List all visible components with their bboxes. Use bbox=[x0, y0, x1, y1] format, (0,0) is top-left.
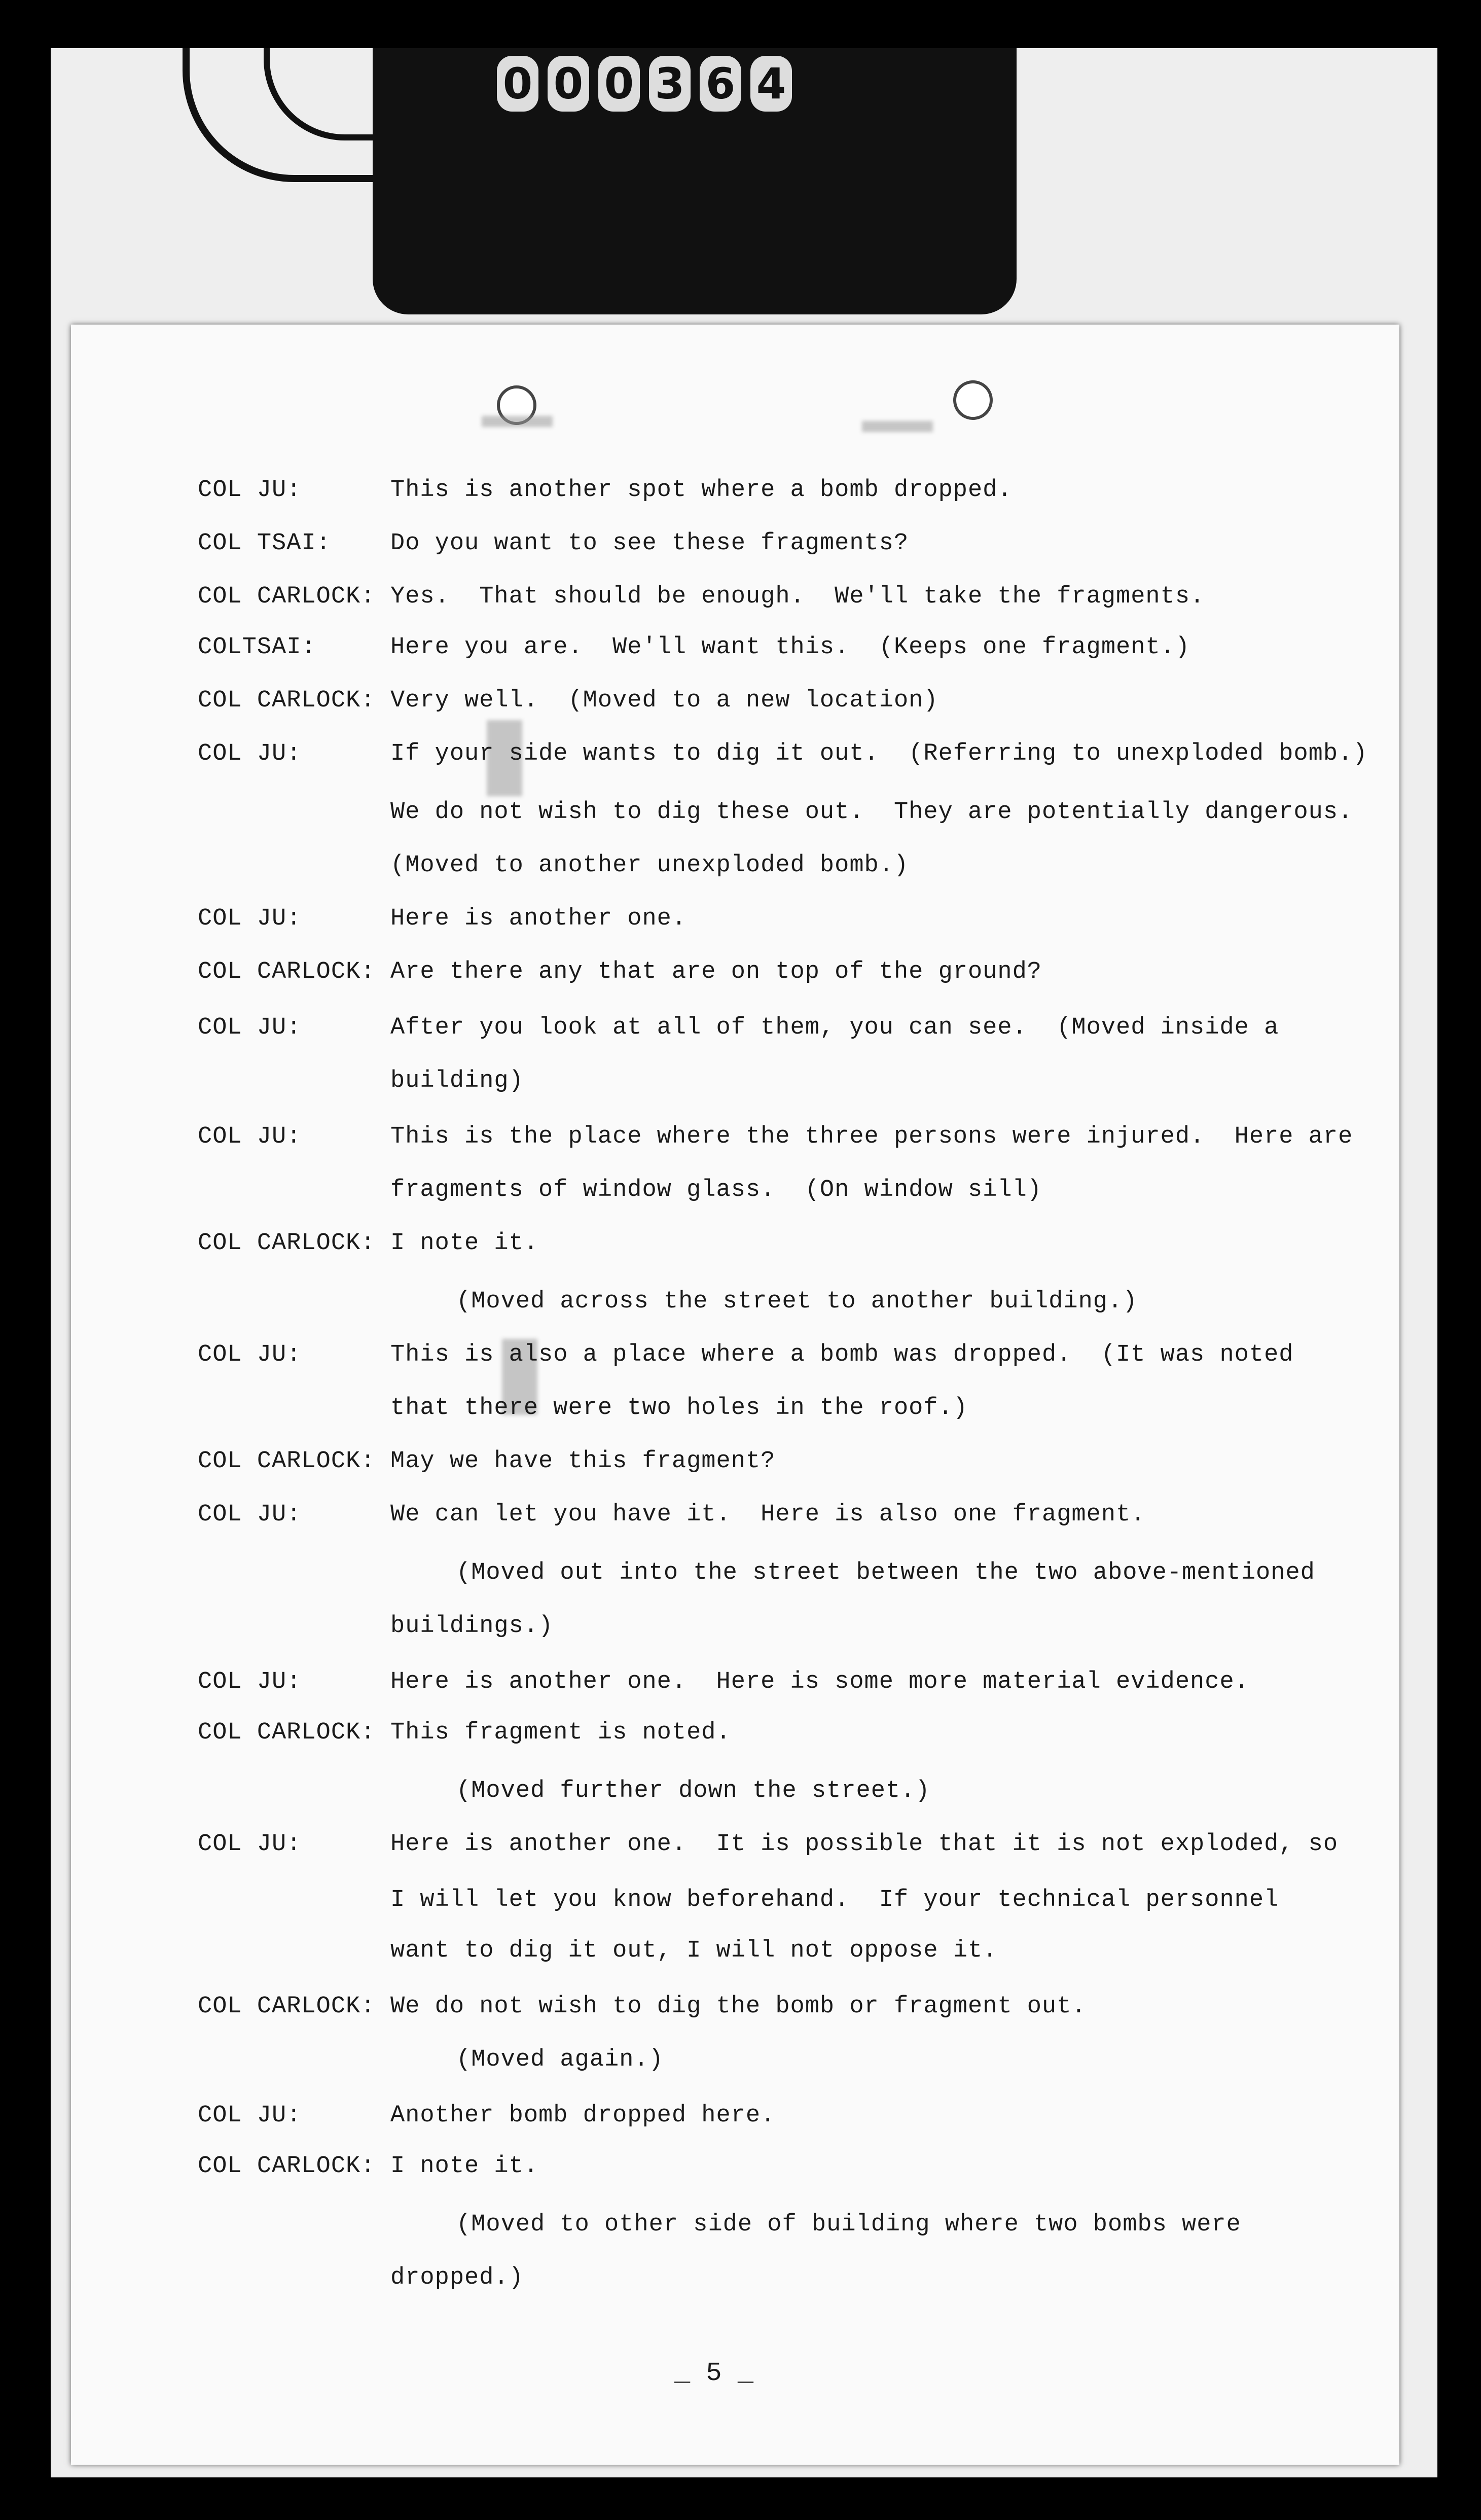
transcript-line: Another bomb dropped here. bbox=[390, 2102, 776, 2129]
speaker-label: COL JU: bbox=[198, 1341, 302, 1368]
transcript-line: Here you are. We'll want this. (Keeps one fragment.) bbox=[390, 634, 1190, 661]
transcript-line: After you look at all of them, you can see. (Moved inside a bbox=[390, 1014, 1279, 1041]
ink-smudge bbox=[482, 416, 553, 427]
counter-digit: 0 bbox=[548, 56, 589, 112]
transcript-line: want to dig it out, I will not oppose it. bbox=[390, 1937, 998, 1964]
speaker-label: COL JU: bbox=[198, 740, 302, 767]
speaker-label: COL JU: bbox=[198, 477, 302, 504]
speaker-label: COL JU: bbox=[198, 1123, 302, 1150]
counter-digit: 4 bbox=[750, 56, 792, 112]
counter-digit: 0 bbox=[598, 56, 640, 112]
speaker-label: COL CARLOCK: bbox=[198, 687, 376, 714]
transcript-line: I note it. bbox=[390, 1230, 539, 1257]
speaker-label: COL JU: bbox=[198, 1014, 302, 1041]
speaker-label: COL CARLOCK: bbox=[198, 1993, 376, 2020]
counter-digit: 6 bbox=[700, 56, 741, 112]
speaker-label: COL CARLOCK: bbox=[198, 2153, 376, 2180]
transcript-line: Yes. That should be enough. We'll take the fragments. bbox=[390, 583, 1205, 610]
counter-digit: 0 bbox=[497, 56, 538, 112]
transcript-line: We do not wish to dig these out. They are potentially dangerous. bbox=[390, 799, 1353, 826]
speaker-label: COL JU: bbox=[198, 1669, 302, 1695]
transcript-line: Here is another one. It is possible that it is not exploded, so bbox=[390, 1831, 1339, 1858]
stage-direction: (Moved further down the street.) bbox=[456, 1778, 930, 1804]
frame-counter-digits bbox=[497, 56, 792, 112]
stage-direction: (Moved out into the street between the two above-mentioned bbox=[456, 1559, 1315, 1586]
speaker-label: COLTSAI: bbox=[198, 634, 316, 661]
transcript-line: If your side wants to dig it out. (Referring to unexploded bomb.) bbox=[390, 740, 1368, 767]
speaker-label: COL CARLOCK: bbox=[198, 583, 376, 610]
transcript-line: This is the place where the three persons were injured. Here are bbox=[390, 1123, 1353, 1150]
transcript-line: that there were two holes in the roof.) bbox=[390, 1395, 968, 1422]
speaker-label: COL JU: bbox=[198, 1501, 302, 1528]
speaker-label: COL TSAI: bbox=[198, 530, 331, 557]
speaker-label: COL CARLOCK: bbox=[198, 959, 376, 985]
transcript-line: I will let you know beforehand. If your technical personnel bbox=[390, 1887, 1279, 1913]
transcript-line: dropped.) bbox=[390, 2264, 524, 2291]
document-page bbox=[71, 325, 1399, 2465]
transcript-line: Very well. (Moved to a new location) bbox=[390, 687, 938, 714]
punch-hole bbox=[953, 380, 993, 420]
stage-direction: (Moved across the street to another building.) bbox=[456, 1288, 1138, 1315]
transcript-line: This is also a place where a bomb was dropped. (It was noted bbox=[390, 1341, 1294, 1368]
stage-direction: (Moved to other side of building where two bombs were bbox=[456, 2211, 1241, 2238]
page-number: _ 5 _ bbox=[674, 2358, 754, 2388]
transcript-line: This fragment is noted. bbox=[390, 1719, 731, 1746]
transcript-line: Do you want to see these fragments? bbox=[390, 530, 909, 557]
speaker-label: COL JU: bbox=[198, 1831, 302, 1858]
stage-direction: (Moved again.) bbox=[456, 2046, 664, 2073]
speaker-label: COL JU: bbox=[198, 2102, 302, 2129]
transcript-line: Here is another one. bbox=[390, 905, 687, 932]
ink-smudge bbox=[862, 421, 933, 432]
transcript-line: I note it. bbox=[390, 2153, 539, 2180]
transcript-line: This is another spot where a bomb dropped. bbox=[390, 477, 1013, 504]
speaker-label: COL CARLOCK: bbox=[198, 1448, 376, 1475]
transcript-line: buildings.) bbox=[390, 1613, 554, 1640]
transcript-line: fragments of window glass. (On window sill) bbox=[390, 1177, 1042, 1203]
transcript-line: (Moved to another unexploded bomb.) bbox=[390, 852, 909, 879]
transcript-line: building) bbox=[390, 1068, 524, 1094]
counter-digit: 3 bbox=[649, 56, 691, 112]
speaker-label: COL CARLOCK: bbox=[198, 1719, 376, 1746]
transcript-line: Are there any that are on top of the ground? bbox=[390, 959, 1042, 985]
transcript-line: May we have this fragment? bbox=[390, 1448, 776, 1475]
speaker-label: COL JU: bbox=[198, 905, 302, 932]
speaker-label: COL CARLOCK: bbox=[198, 1230, 376, 1257]
transcript-line: We can let you have it. Here is also one fragment. bbox=[390, 1501, 1146, 1528]
transcript-line: We do not wish to dig the bomb or fragment out. bbox=[390, 1993, 1087, 2020]
transcript-line: Here is another one. Here is some more material evidence. bbox=[390, 1669, 1249, 1695]
